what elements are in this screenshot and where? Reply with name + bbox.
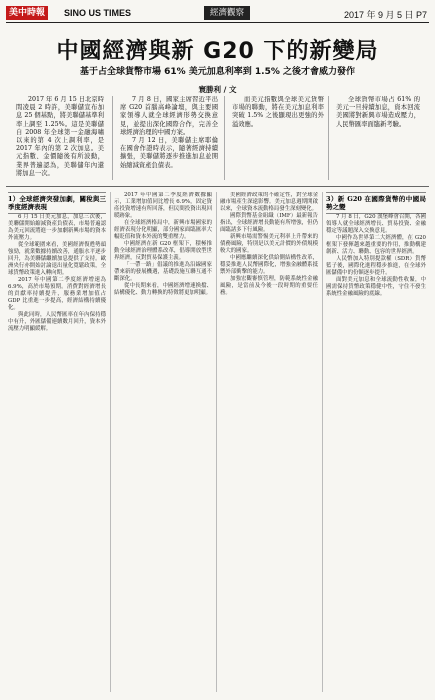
section-rule	[6, 186, 429, 187]
article-headline: 中國經濟與新 G20 下的新變局	[56, 39, 379, 64]
column-divider	[224, 96, 225, 180]
lead-paragraph: 而美元指數與全球美元貨幣市場的聯動，將在美元加息利率突破 1.5% 之後顯現出更強的外溢效應。	[232, 96, 324, 128]
body-paragraph: 「一帶一路」倡議的推進為沿線國家帶來新的發展機遇，基礎設施互聯互通不斷深化。	[114, 262, 212, 282]
lead-paragraph: 2017 年 6 月 15 日北京時間凌晨 2 時許，美聯儲宣布加息 25 個基點，將美聯儲基準利率上調至 1.25%。這是美聯儲自 2008 年全球第一金融海嘯以來的第 4 次上調利率，是 2017 年內的第 2 次加息。美元指數、金價隨後有所波動，業界普遍認為，美聯儲年內還將加息一次。	[16, 96, 104, 177]
body-paragraph: 2017 年中國第二季度經濟數據顯示，工業增加值同比增長 6.9%，固定資產投資增速有所回落，但民間投資出現回暖跡象。	[114, 192, 212, 219]
body-paragraph: 2017 年中國第二季度經濟增速為 6.9%，高於市場預期。消費對經濟增長的貢獻率持續提升，服務業增加值占 GDP 比重進一步提高，經濟結構持續優化。	[8, 277, 106, 311]
body-column-2	[114, 192, 212, 692]
column-subtitle: 3）新 G20 在國際貨幣的中國局勢之變	[326, 192, 426, 214]
body-paragraph: 國際貨幣基金組織（IMF）最新報告指出，全球經濟增長動能有所增強，但仍面臨諸多下行風險。	[220, 213, 318, 233]
body-paragraph: 中國作為世界第二大經濟體，在 G20 框架下發揮越來越重要的作用，推動構建創新、活力、聯動、包容的世界經濟。	[326, 235, 426, 255]
lead-paragraph: 全球貨幣市場占 61% 的美元一旦持續加息，資本回流美國將對新興市場造成壓力，人民幣匯率面臨新考驗。	[336, 96, 420, 128]
column-divider	[112, 96, 113, 180]
column-divider	[110, 192, 111, 692]
page-header	[6, 6, 429, 23]
body-paragraph: 中國經濟在新 G20 框架下，積極推動全球經濟治理體系改革，倡導開放型世界經濟，反對貿易保護主義。	[114, 241, 212, 261]
body-paragraph: 與此同時，人民幣匯率在年內保持穩中有升，外匯儲備連續數月回升，資本外流壓力明顯緩解。	[8, 312, 106, 332]
body-paragraph: 從全球範圍來看，美國經濟復甦勢頭強勁，就業數據持續改善，通脹水平逐步回升，為美聯儲繼續加息提供了支持。歐洲央行亦開始討論退出量化寬鬆政策，全球貨幣政策進入轉向期。	[8, 242, 106, 276]
body-paragraph: 新興市場需警惕美元利率上升帶來的債務風險，特別是以美元計價的外債規模較大的國家。	[220, 234, 318, 254]
body-column-1	[8, 192, 106, 692]
body-paragraph: 美國經濟政策的不確定性，對全球金融市場產生深遠影響。美元加息週期開啟以來，全球資本流動格局發生深刻變化。	[220, 192, 318, 212]
lead-paragraph: 7 月 12 日，美聯儲主席耶倫在國會作證時表示，隨著經濟持續擴張，美聯儲將逐步推進加息並開始縮減資產負債表。	[120, 137, 218, 169]
body-paragraph: 6 月 15 日美元加息，加息三次後，美聯儲開始縮減資產負債表，市場普遍認為美元回流將進一步加劇新興市場的資本外流壓力。	[8, 214, 106, 241]
body-paragraph: 在全球經濟格局中，新興市場國家的經濟表現分化明顯，部分國家面臨匯率大幅貶值和資本外流的雙重壓力。	[114, 220, 212, 240]
body-paragraph: 中國應繼續深化供給側結構性改革，穩妥推進人民幣國際化，增強金融體系抵禦外部衝擊的能力。	[220, 255, 318, 275]
article-byline: 寰勝利 / 文	[198, 85, 237, 94]
newspaper-logo: 美中時報	[6, 6, 48, 20]
article-subhead: 基于占全球貨幣市場 61% 美元加息利率到 1.5% 之後才會威力發作	[79, 67, 356, 77]
column-divider	[216, 192, 217, 692]
body-column-3	[220, 192, 318, 692]
lead-column-1	[16, 96, 104, 182]
body-paragraph: 從中長期來看，中國經濟增速換擋、結構優化、動力轉換的特徵將更加明顯。	[114, 283, 212, 296]
body-paragraph: 面對美元加息和全球流動性收緊，中國需保持貨幣政策穩健中性，守住不發生系統性金融風險的底線。	[326, 277, 426, 297]
column-subtitle: 1）全球經濟突發加劇，關稅與三季度經濟表現	[8, 192, 106, 214]
lead-column-3	[232, 96, 324, 182]
column-divider	[328, 96, 329, 180]
body-paragraph: 7 月 8 日，G20 漢堡峰會召開，各國領導人就全球經濟增長、貿易投資、金融穩定等議題深入交換意見。	[326, 214, 426, 234]
lead-paragraph: 7 月 8 日，國家主席習近平出席 G20 首腦高峰論壇，與主要國家領導人就全球經濟形勢交換意見，並提出深化國際合作，完善全球經濟治理的中國方案。	[120, 96, 218, 136]
issue-date: 2017 年 9 月 5 日 P7	[343, 10, 427, 20]
column-divider	[322, 192, 323, 692]
lead-column-4	[336, 96, 420, 182]
section-label: 經濟觀察	[204, 6, 250, 20]
body-paragraph: 加強宏觀審慎管理，防範系統性金融風險，是當前及今後一段時期的重要任務。	[220, 276, 318, 296]
body-column-4	[326, 192, 426, 692]
lead-column-2	[120, 96, 218, 182]
body-paragraph: 人民幣加入特別提款權（SDR）貨幣籃子後，國際化進程穩步推進，在全球外匯儲備中的份額逐步提升。	[326, 256, 426, 276]
brand-name: SINO US TIMES	[64, 8, 132, 18]
